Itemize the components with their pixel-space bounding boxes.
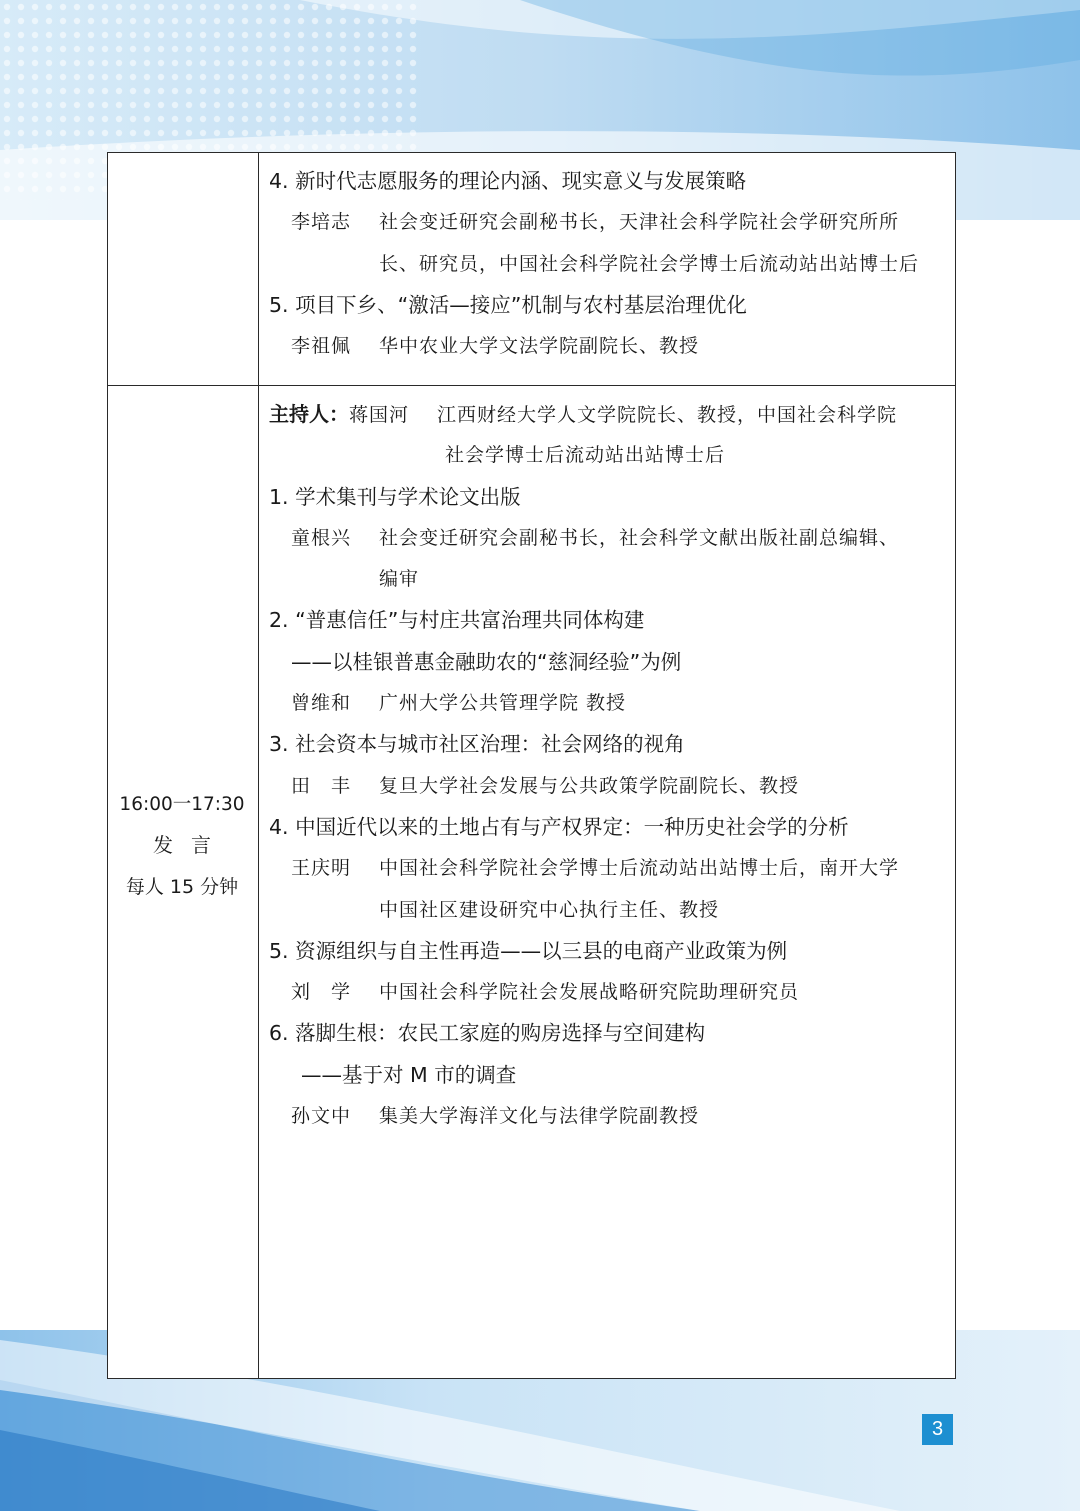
talk-title: 4. 中国近代以来的土地占有与产权界定：一种历史社会学的分析 bbox=[269, 814, 849, 839]
content-cell bbox=[259, 153, 956, 386]
talk-title: 3. 社会资本与城市社区治理：社会网络的视角 bbox=[269, 732, 685, 757]
speaker-name: 童根兴 bbox=[291, 526, 352, 549]
schedule-table bbox=[107, 152, 956, 1379]
talk-title: 5. 项目下乡、“激活—接应”机制与农村基层治理优化 bbox=[269, 292, 747, 317]
speaker-affiliation: 中国社会科学院社会学博士后流动站出站博士后，南开大学 bbox=[379, 857, 900, 880]
session-type: 发言 bbox=[153, 833, 229, 858]
speaker-affiliation: 集美大学海洋文化与法律学院副教授 bbox=[379, 1105, 700, 1128]
session-time-info bbox=[107, 784, 257, 908]
speaker-affiliation: 社会变迁研究会副秘书长，天津社会科学院社会学研究所所 bbox=[379, 211, 900, 234]
speaker-name: 李培志 bbox=[291, 211, 352, 234]
content-cell bbox=[259, 386, 956, 1379]
speaker-name: 王庆明 bbox=[291, 857, 352, 880]
session-time: 16:00一17:30 bbox=[119, 794, 245, 815]
host-name: 蒋国河 bbox=[349, 404, 410, 426]
speaker-affiliation-cont: 编审 bbox=[379, 568, 420, 591]
speaker-affiliation: 复旦大学社会发展与公共政策学院副院长、教授 bbox=[379, 774, 800, 797]
host-label: 主持人： bbox=[269, 402, 349, 426]
talk-title: 5. 资源组织与自主性再造——以三县的电商产业政策为例 bbox=[269, 938, 788, 963]
talk-title: 6. 落脚生根：农民工家庭的购房选择与空间建构 bbox=[269, 1021, 706, 1046]
speaker-name: 曾维和 bbox=[291, 692, 352, 715]
speaker bbox=[269, 518, 955, 559]
talk-title: 4. 新时代志愿服务的理论内涵、现实意义与发展策略 bbox=[269, 169, 747, 193]
speaker-name: 刘 学 bbox=[291, 981, 352, 1004]
speaker-name: 田 丰 bbox=[291, 774, 352, 797]
speaker-affiliation: 华中农业大学文法学院副院长、教授 bbox=[379, 335, 700, 358]
speaker bbox=[269, 683, 955, 724]
speaker-affiliation: 中国社会科学院社会发展战略研究院助理研究员 bbox=[379, 981, 800, 1004]
host-affiliation: 江西财经大学人文学院院长、教授，中国社会科学院 bbox=[437, 404, 898, 426]
speaker bbox=[269, 326, 955, 367]
speaker-affiliation: 社会变迁研究会副秘书长，社会科学文献出版社副总编辑、 bbox=[379, 526, 900, 549]
speaker-name: 李祖佩 bbox=[291, 335, 352, 358]
speaker bbox=[269, 766, 955, 807]
talk-subtitle: ——基于对 M 市的调查 bbox=[301, 1062, 517, 1087]
time-cell-empty bbox=[108, 153, 259, 386]
session-duration: 每人 15 分钟 bbox=[125, 875, 239, 898]
speaker bbox=[269, 1096, 955, 1137]
speaker bbox=[269, 972, 955, 1013]
talk-subtitle: ——以桂银普惠金融助农的“慈洞经验”为例 bbox=[291, 649, 682, 674]
host-affiliation-cont: 社会学博士后流动站出站博士后 bbox=[445, 444, 726, 467]
speaker-affiliation-cont: 长、研究员，中国社会科学院社会学博士后流动站出站博士后 bbox=[379, 252, 920, 275]
session-host bbox=[269, 394, 955, 435]
speaker-affiliation: 广州大学公共管理学院 教授 bbox=[379, 692, 627, 715]
speaker bbox=[269, 202, 955, 243]
speaker-affiliation-cont: 中国社区建设研究中心执行主任、教授 bbox=[379, 898, 720, 921]
schedule-row bbox=[108, 153, 956, 386]
talk-title: 1. 学术集刊与学术论文出版 bbox=[269, 484, 521, 509]
talk-title: 2. “普惠信任”与村庄共富治理共同体构建 bbox=[269, 608, 645, 633]
page-number: 3 bbox=[922, 1414, 953, 1445]
speaker-name: 孙文中 bbox=[291, 1105, 352, 1128]
speaker bbox=[269, 848, 955, 889]
